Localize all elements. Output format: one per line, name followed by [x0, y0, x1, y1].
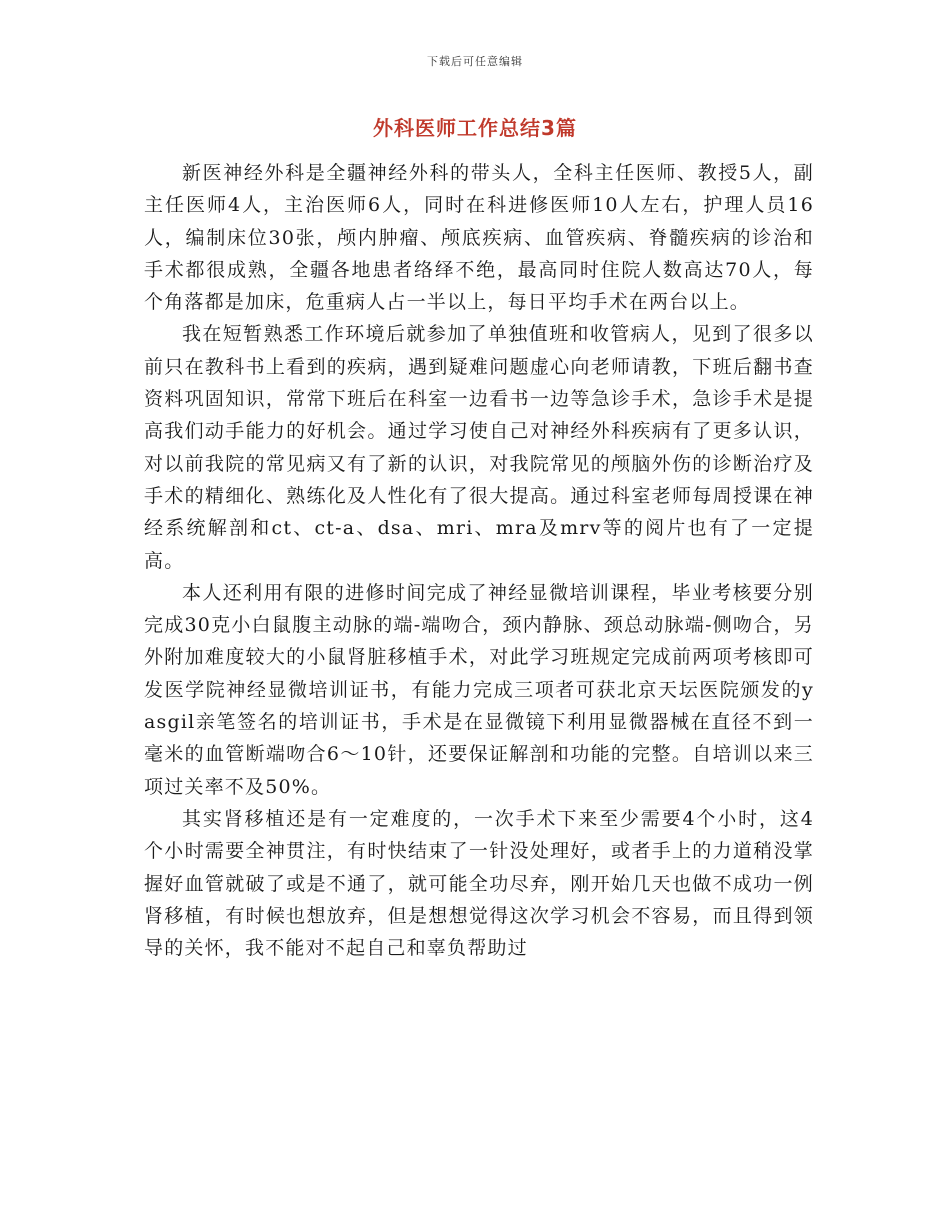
paragraph-1: 新医神经外科是全疆神经外科的带头人，全科主任医师、教授5人，副主任医师4人，主治医师6人，同时在科进修医师10人左右，护理人员16人，编制床位30张，颅内肿瘤、颅底疾病、血管疾病、脊髓疾病的诊治和手术都很成熟，全疆各地患者络绎不绝，最高同时住院人数高达70人，每个角落都是加床，危重病人占一半以上，每日平均手术在两台以上。 — [144, 162, 814, 314]
paragraph-4: 其实肾移植还是有一定难度的，一次手术下来至少需要4个小时，这4个小时需要全神贯注，有时快结束了一针没处理好，或者手上的力道稍没掌握好血管就破了或是不通了，就可能全功尽弃，刚开始几天也做不成功一例肾移植，有时候也想放弃，但是想想觉得这次学习机会不容易，而且得到领导的关怀，我不能对不起自己和辜负帮助过 — [144, 807, 814, 960]
page-header-note: 下载后可任意编辑 — [427, 55, 523, 68]
paragraph-2: 我在短暂熟悉工作环境后就参加了单独值班和收管病人，见到了很多以前只在教科书上看到的疾病，遇到疑难问题虚心向老师请教，下班后翻书查资料巩固知识，常常下班后在科室一边看书一边等急诊手术，急诊手术是提高我们动手能力的好机会。通过学习使自己对神经外科疾病有了更多认识，对以前我院的常见病又有了新的认识，对我院常见的颅脑外伤的诊断治疗及手术的精细化、熟练化及人性化有了很大提高。通过科室老师每周授课在神经系统解剖和ct、ct-a、dsa、mri、mra及mrv等的阅片也有了一定提高。 — [144, 323, 814, 572]
document-title: 外科医师工作总结3篇 — [373, 116, 577, 140]
paragraph-3: 本人还利用有限的进修时间完成了神经显微培训课程，毕业考核要分别完成30克小白鼠腹主动脉的端-端吻合，颈内静脉、颈总动脉端-侧吻合，另外附加难度较大的小鼠肾脏移植手术，对此学习班规定完成前两项考核即可发医学院神经显微培训证书，有能力完成三项者可获北京天坛医院颁发的yasgil亲笔签名的培训证书，手术是在显微镜下利用显微器械在直径不到一毫米的血管断端吻合6～10针，还要保证解剖和功能的完整。自培训以来三项过关率不及50%。 — [144, 581, 814, 798]
document-body — [144, 157, 814, 964]
